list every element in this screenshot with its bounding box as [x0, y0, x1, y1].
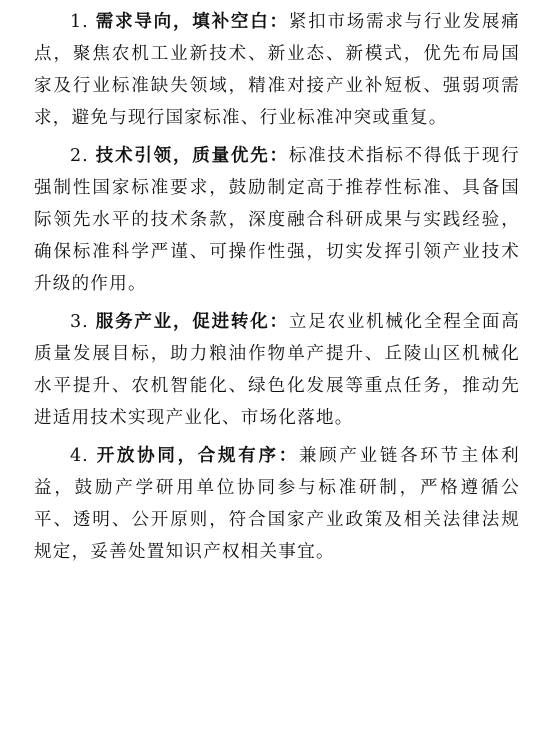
paragraph-text: 立足农业机械化全程全面高质量发展目标，助力粮油作物单产提升、丘陵山区机械化水平提升、农机智能化、绿色化发展等重点任务，推动先进适用技术实现产业化、市场化落地。: [34, 312, 520, 428]
paragraph-number: 4.: [70, 446, 97, 466]
paragraph-number: 3.: [70, 312, 96, 332]
paragraph-number: 1.: [70, 12, 96, 32]
paragraph-heading: 开放协同，合规有序：: [96, 446, 299, 466]
paragraph-heading: 服务产业，促进转化：: [95, 312, 289, 332]
document-body: [34, 0, 520, 568]
paragraph-text: 紧扣市场需求与行业发展痛点，聚焦农机工业新技术、新业态、新模式，优先布局国家及行业标准缺失领域，精准对接产业补短板、强弱项需求，避免与现行国家标准、行业标准冲突或重复。: [34, 12, 520, 128]
paragraph-number: 2.: [70, 146, 96, 166]
paragraph-3: [34, 306, 520, 434]
paragraph-4: [34, 440, 520, 568]
paragraph-2: [34, 140, 520, 300]
paragraph-1: [34, 0, 520, 134]
paragraph-text: 兼顾产业链各环节主体利益，鼓励产学研用单位协同参与标准研制，严格遵循公平、透明、公开原则，符合国家产业政策及相关法律法规规定，妥善处置知识产权相关事宜。: [34, 446, 520, 562]
paragraph-heading: 需求导向，填补空白：: [95, 12, 289, 32]
paragraph-heading: 技术引领，质量优先：: [95, 146, 289, 166]
paragraph-text: 标准技术指标不得低于现行强制性国家标准要求，鼓励制定高于推荐性标准、具备国际领先水平的技术条款，深度融合科研成果与实践经验，确保标准科学严谨、可操作性强，切实发挥引领产业技术升级的作用。: [34, 146, 520, 294]
